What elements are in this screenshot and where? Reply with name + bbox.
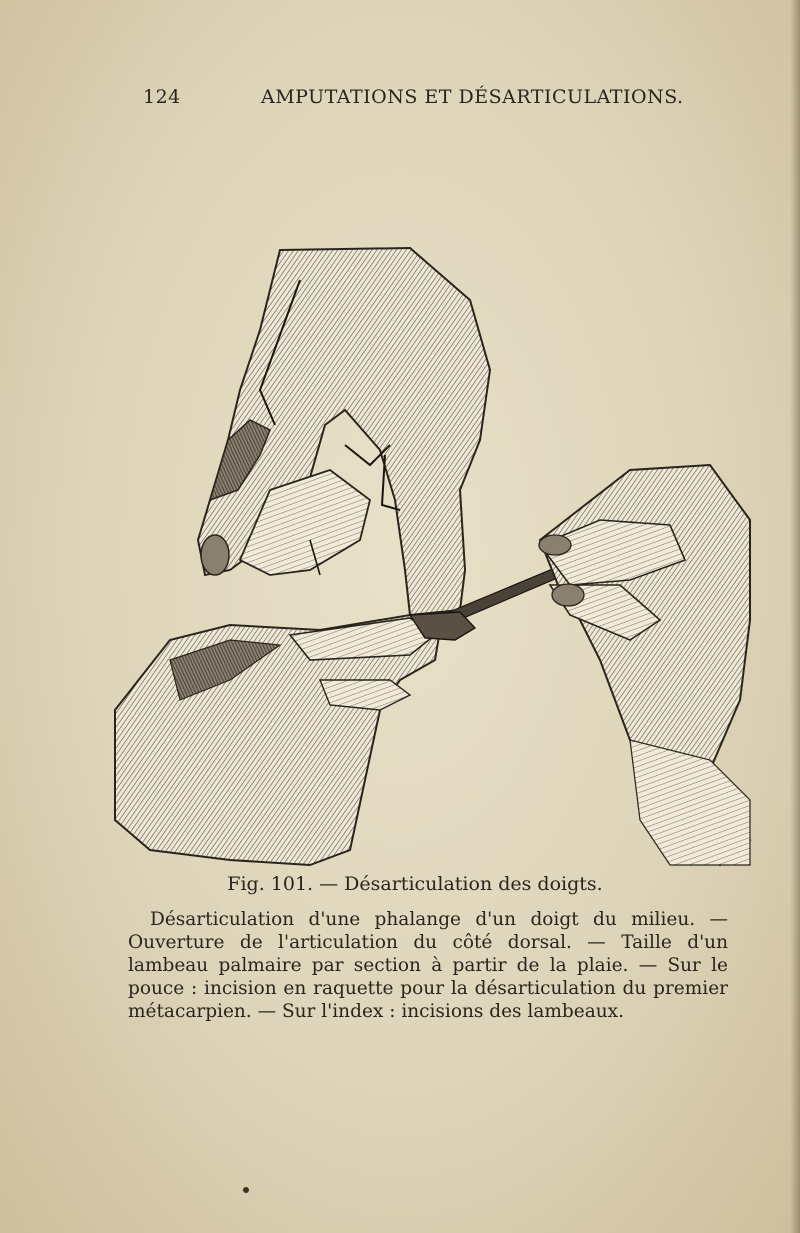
paragraph: Désarticulation d'une phalange d'un doigt du milieu. — Ouverture de l'articulation du côté dorsal. — Taille d'un lambeau palmaire par section à partir de la plaie. — Sur le pouce : incision en raquette pour la désarticulation du premier métacarpien. — Sur l'index : incisions des lambeaux. [128,909,728,1022]
figure-caption: Fig. 101. — Désarticulation des doigts. [227,873,603,895]
ink-speck [243,1187,249,1193]
page-number: 124 [143,86,181,108]
running-title: AMPUTATIONS ET DÉSARTICULATIONS. [261,86,684,108]
engraving-illustration [110,240,760,870]
left-hand [115,612,475,865]
body-text [128,908,728,1023]
right-hand [539,465,750,865]
running-head [143,86,684,116]
upper-hand [198,248,490,615]
hands-engraving [110,240,760,870]
